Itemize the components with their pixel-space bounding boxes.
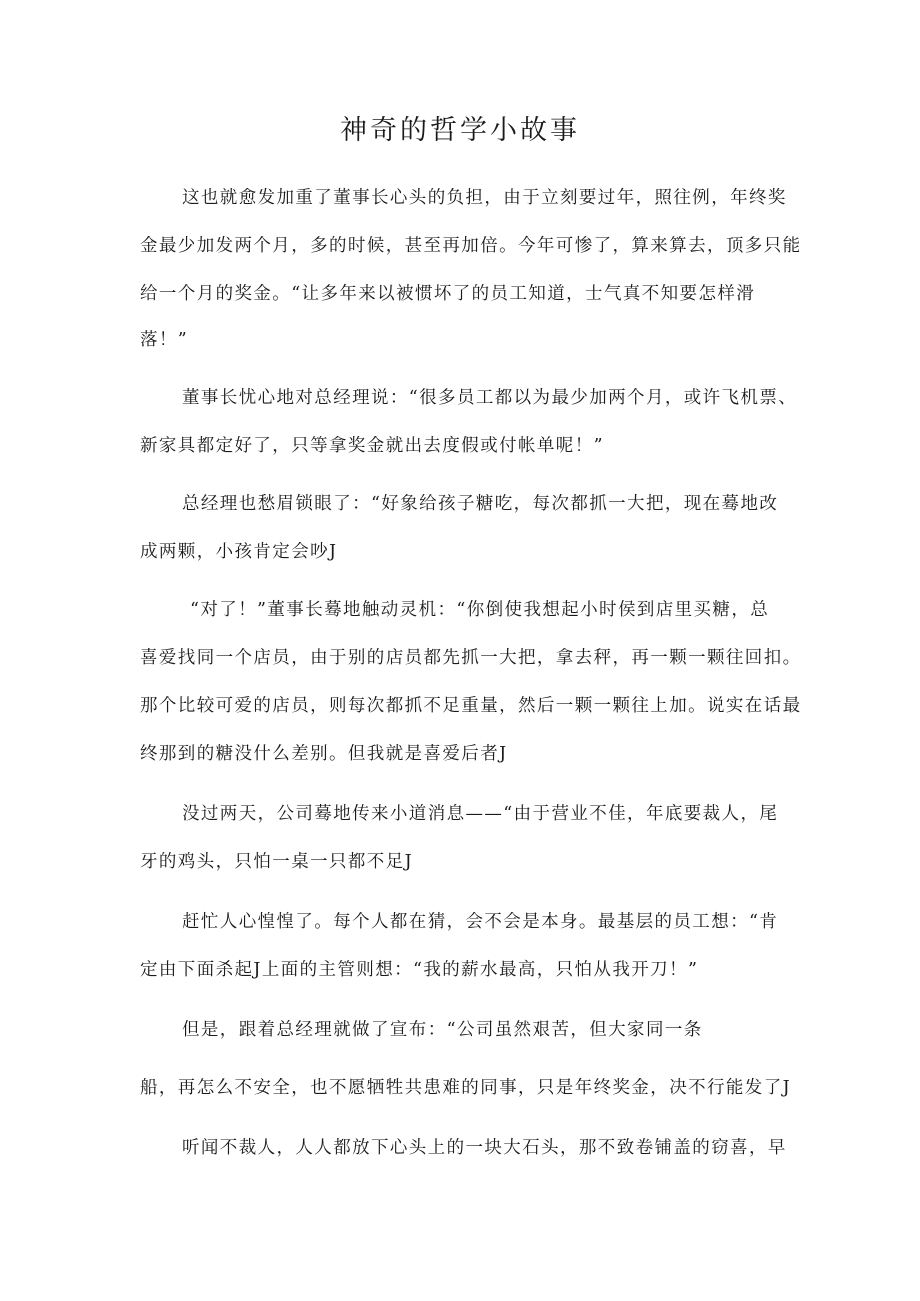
paragraph-line: 但是，跟着总经理就做了宣布：“公司虽然艰苦，但大家同一条 — [182, 1020, 703, 1040]
paragraph-line: 终那到的糖没什么差别。但我就是喜爱后者J — [140, 744, 508, 764]
paragraph-line: 听闻不裁人，人人都放下心头上的一块大石头，那不致卷铺盖的窃喜，早 — [182, 1138, 787, 1158]
paragraph-line: 新家具都定好了，只等拿奖金就出去度假或付帐单呢！” — [140, 436, 604, 456]
paragraph-line: 董事长忧心地对总经理说：“很多员工都以为最少加两个月，或许飞机票、 — [182, 388, 798, 408]
paragraph-line: 牙的鸡头，只怕一桌一只都不足J — [140, 852, 414, 872]
paragraph-line: 总经理也愁眉锁眼了：“好象给孩子糖吃，每次都抓一大把，现在蓦地改 — [182, 494, 779, 514]
paragraph-line: 这也就愈发加重了董事长心头的负担，由于立刻要过年，照往例，年终奖 — [182, 188, 787, 208]
paragraph-line: 那个比较可爱的店员，则每次都抓不足重量，然后一颗一颗往上加。说实在话最 — [140, 696, 802, 716]
paragraph-line: 船，再怎么不安全，也不愿牺牲共患难的同事，只是年终奖金，决不行能发了J — [140, 1078, 792, 1098]
paragraph-line: 给一个月的奖金。“让多年来以被惯坏了的员工知道，士气真不知要怎样滑 — [140, 284, 756, 304]
paragraph-line: 定由下面杀起J上面的主管则想：“我的薪水最高，只怕从我开刀！” — [140, 960, 699, 980]
paragraph-line: 没过两天，公司蓦地传来小道消息——“由于营业不佳，年底要裁人，尾 — [182, 804, 779, 824]
paragraph-line: 喜爱找同一个店员，由于别的店员都先抓一大把，拿去秤，再一颗一颗往回扣。 — [140, 648, 802, 668]
document-title: 神奇的哲学小故事 — [340, 115, 580, 146]
paragraph-line: 成两颗，小孩肯定会吵J — [140, 542, 338, 562]
paragraph-line: 金最少加发两个月，多的时候，甚至再加倍。今年可惨了，算来算去，顶多只能 — [140, 236, 802, 256]
paragraph-line: 赶忙人心惶惶了。每个人都在猜，会不会是本身。最基层的员工想：“肯 — [182, 912, 779, 932]
paragraph-line: 落！” — [140, 330, 189, 350]
paragraph-line: “对了！”董事长蓦地触动灵机：“你倒使我想起小时侯到店里买糖，总 — [190, 600, 770, 620]
